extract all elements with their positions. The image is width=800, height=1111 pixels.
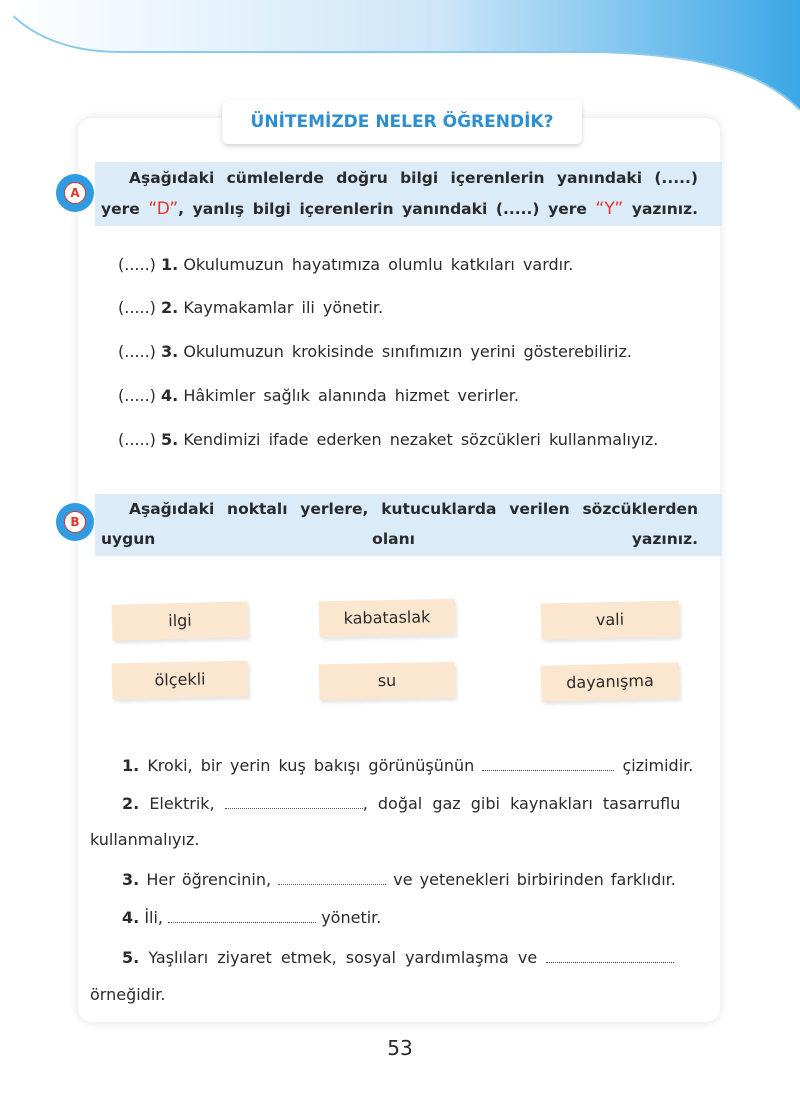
item-text: Her öğrencinin, <box>146 870 272 889</box>
section-b-badge-letter: B <box>64 511 86 533</box>
item-text: İli, <box>144 908 164 927</box>
section-b-badge <box>56 503 94 541</box>
item-number: 3. <box>161 342 179 361</box>
item-text: yönetir. <box>321 908 382 927</box>
page-title <box>222 100 582 144</box>
word-card[interactable]: dayanışma <box>541 662 680 702</box>
fill-item-3 <box>122 870 676 889</box>
item-number: 1. <box>161 255 179 274</box>
answer-blank[interactable]: (.....) <box>118 298 156 317</box>
word-card[interactable]: ölçekli <box>112 661 249 700</box>
answer-blank[interactable] <box>482 760 614 771</box>
true-false-item-4 <box>118 386 519 405</box>
item-text: ve yetenekleri birbirinden farklıdır. <box>393 870 676 889</box>
item-text: Kendimizi ifade ederken nezaket sözcükleri kullanmalıyız. <box>183 430 659 449</box>
fill-item-2 <box>122 794 680 813</box>
word-card[interactable]: kabataslak <box>319 599 456 637</box>
section-b-line1: Aşağıdaki noktalı yerlere, kutucuklarda verilen sözcüklerden <box>129 500 698 518</box>
fill-item-1 <box>122 756 693 775</box>
item-text: Elektrik, <box>149 794 215 813</box>
item-text: Hâkimler sağlık alanında hizmet verirler. <box>183 386 519 405</box>
answer-blank[interactable] <box>278 874 386 885</box>
section-b-line2: uygun olanı yazınız. <box>101 530 698 548</box>
answer-blank[interactable]: (.....) <box>118 342 156 361</box>
true-false-item-1 <box>118 255 573 274</box>
true-false-item-5 <box>118 430 658 449</box>
item-number: 1. <box>122 756 140 775</box>
answer-blank[interactable]: (.....) <box>118 430 156 449</box>
item-number: 2. <box>161 298 179 317</box>
section-a-badge-letter: A <box>64 182 86 204</box>
item-number: 2. <box>122 794 140 813</box>
answer-blank[interactable]: (.....) <box>118 255 156 274</box>
section-a-line1: Aşağıdaki cümlelerde doğru bilgi içerenlerin yanındaki (.....) <box>129 169 698 187</box>
item-number: 5. <box>161 430 179 449</box>
answer-blank[interactable] <box>168 912 316 923</box>
section-a-line2-pre: yere <box>101 200 149 218</box>
section-a-line2 <box>101 194 698 225</box>
section-a-instruction <box>95 162 722 226</box>
true-false-item-3 <box>118 342 632 361</box>
item-text: Kroki, bir yerin kuş bakışı görünüşünün <box>147 756 475 775</box>
fill-item-2-continuation: kullanmalıyız. <box>90 830 200 849</box>
marker-d: “D” <box>148 199 179 219</box>
true-false-item-2 <box>118 298 383 317</box>
word-card[interactable]: ilgi <box>112 601 249 641</box>
item-text: Kaymakamlar ili yönetir. <box>183 298 384 317</box>
fill-item-4 <box>122 908 381 927</box>
fill-item-5-continuation: örneğidir. <box>90 985 166 1004</box>
item-text: Okulumuzun hayatımıza olumlu katkıları vardır. <box>183 255 574 274</box>
item-text: , doğal gaz gibi kaynakları tasarruflu <box>362 794 681 813</box>
answer-blank[interactable] <box>546 952 674 963</box>
section-a-line2-post: yazınız. <box>623 200 698 218</box>
word-card[interactable]: su <box>319 662 456 700</box>
section-a-badge <box>56 174 94 212</box>
page-title-text: ÜNİTEMİZDE NELER ÖĞRENDİK? <box>250 112 554 132</box>
fill-item-5 <box>122 948 674 967</box>
marker-y: “Y” <box>595 199 624 219</box>
section-a-line2-mid: , yanlış bilgi içerenlerin yanındaki (.....) yere <box>178 200 596 218</box>
word-card[interactable]: vali <box>541 601 680 640</box>
section-b-instruction <box>95 494 722 556</box>
header-wave <box>0 0 800 110</box>
answer-blank[interactable] <box>225 798 363 809</box>
item-number: 3. <box>122 870 140 889</box>
page-number: 53 <box>387 1036 413 1060</box>
item-number: 4. <box>122 908 140 927</box>
item-number: 4. <box>161 386 179 405</box>
item-number: 5. <box>122 948 140 967</box>
answer-blank[interactable]: (.....) <box>118 386 156 405</box>
item-text: Yaşlıları ziyaret etmek, sosyal yardımlaşma ve <box>148 948 538 967</box>
item-text: Okulumuzun krokisinde sınıfımızın yerini gösterebiliriz. <box>183 342 632 361</box>
item-text: çizimidir. <box>622 756 694 775</box>
